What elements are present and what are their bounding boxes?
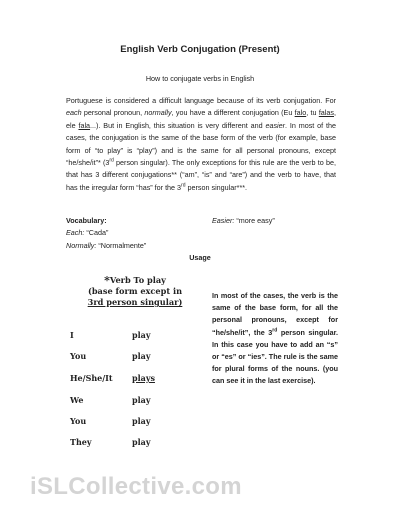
vocab-each: Each: “Cada”: [66, 228, 109, 237]
conjugation-form: plays: [132, 373, 155, 383]
conjugation-pronoun: They: [70, 437, 92, 447]
page-subtitle: How to conjugate verbs in English: [145, 74, 255, 83]
conjugation-pronoun: I: [70, 330, 74, 340]
conjugation-pronoun: We: [70, 395, 84, 405]
conjugation-pronoun: You: [70, 416, 87, 426]
conjugation-form: play: [132, 437, 151, 447]
conjugation-form: play: [132, 395, 151, 405]
conjugation-form: play: [132, 416, 151, 426]
vocab-easier: Easier: “more easy”: [212, 216, 275, 225]
conjugation-pronoun: He/She/It: [70, 373, 113, 383]
vocab-normally: Normally: “Normalmente”: [66, 241, 147, 250]
usage-heading: Usage: [189, 253, 211, 262]
watermark-logo: iSLCollective.com: [30, 473, 242, 500]
verb-box-title: *Verb To play (base form except in 3rd person singular): [87, 274, 183, 307]
vocabulary-heading: Vocabulary:: [66, 216, 107, 225]
asterisk: *: [104, 274, 110, 287]
conjugation-form: play: [132, 330, 151, 340]
conjugation-pronoun: You: [70, 351, 87, 361]
intro-paragraph: Portuguese is considered a difficult language because of its verb conjugation. For each personal pronoun, normally, you have a different conjugation (Eu falo, tu falas, ele fala...). But in English, this situation is very different and easier. In most of the cases, the conjugation is the same of the base form of the verb (for example, base form of “to play” is “play”) and is the same for all personal pronouns, except “he/she/it”* (3rd person singular). The only exceptions for this rule are the verb to be, that has 3 different conjugations** (“am”, “is” and “are”) and the verb to have, that has the irregular form “has” for the 3rd person singular***.: [66, 96, 336, 192]
conjugation-form: play: [132, 351, 151, 361]
page-title: English Verb Conjugation (Present): [120, 44, 280, 55]
explanation-paragraph: In most of the cases, the verb is the same of the base form, for all the personal pronouns, except for “he/she/it”, the 3rd person singular. In this case you have to add an “s” or “es” or “ies”. The rule is the same for plural forms of the nouns. (you can see it in the last exercise).: [212, 291, 338, 386]
